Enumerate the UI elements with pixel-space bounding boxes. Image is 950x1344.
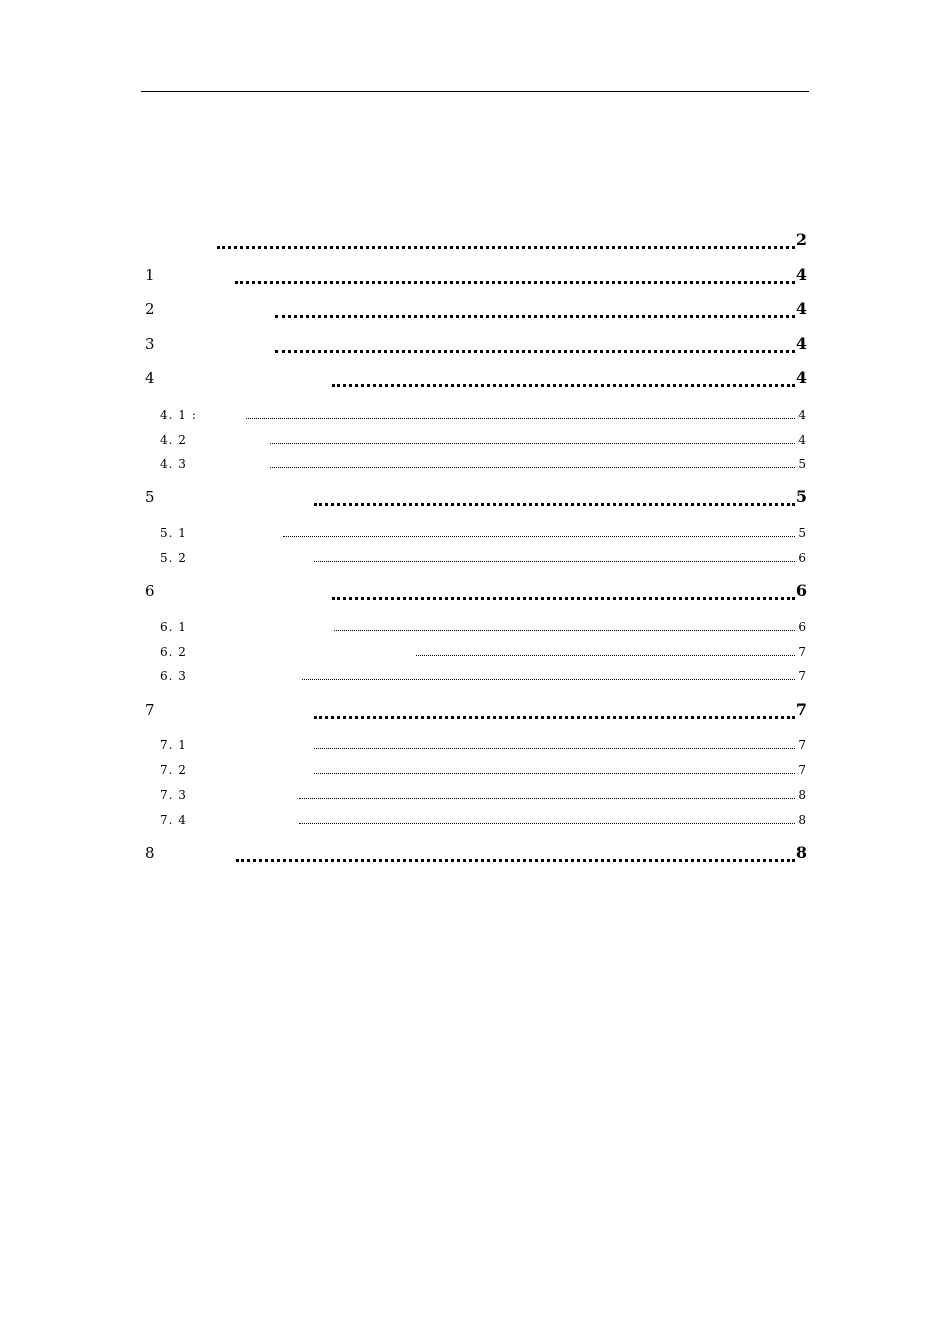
toc-subentry[interactable] [160,550,807,570]
toc-entry-page: 4 [795,299,807,318]
toc-subentry-label: 4. 2 [160,433,187,447]
toc-subentry-page: 4 [798,408,807,422]
toc-subentry-page: 7 [798,669,807,683]
toc-subentry-label: 4. 1 : [160,408,197,422]
toc-subentry[interactable] [160,668,807,688]
toc-subentry-page: 8 [798,788,807,802]
toc-leader-dots [236,859,795,862]
toc-subentry-label: 6. 3 [160,669,187,683]
toc-leader-dots [314,503,795,506]
toc-entry-label: 8 [145,844,155,862]
toc-entry-page: 5 [795,487,807,506]
toc-subentry-label: 5. 1 [160,526,187,540]
toc-subentry-page: 4 [798,433,807,447]
toc-subentry[interactable] [160,644,807,664]
toc-entry-page: 4 [795,334,807,353]
toc-entry-page: 6 [795,581,807,600]
toc-leader-dots [314,773,795,774]
toc-leader-dots [235,281,795,284]
toc-entry[interactable] [145,266,807,286]
toc-entry[interactable] [145,844,807,864]
toc-subentry-page: 6 [798,551,807,565]
toc-subentry[interactable] [160,432,807,452]
toc-entry-page: 2 [795,230,807,249]
toc-entry[interactable] [145,369,807,389]
toc-subentry-label: 7. 2 [160,763,187,777]
toc-leader-dots [299,823,795,824]
toc-leader-dots [246,418,795,419]
toc-entry[interactable] [145,231,807,251]
toc-leader-dots [314,748,795,749]
toc-leader-dots [302,679,795,680]
toc-leader-dots [283,536,795,537]
toc-subentry-label: 4. 3 [160,457,187,471]
toc-entry-label: 4 [145,369,155,387]
toc-leader-dots [334,630,795,631]
toc-subentry-page: 6 [798,620,807,634]
toc-subentry[interactable] [160,812,807,832]
toc-leader-dots [332,384,795,387]
toc-subentry[interactable] [160,456,807,476]
toc-entry[interactable] [145,335,807,355]
header-rule [141,91,809,92]
toc-leader-dots [314,561,795,562]
toc-entry-label: 3 [145,335,155,353]
toc-subentry[interactable] [160,407,807,427]
toc-subentry[interactable] [160,737,807,757]
toc-subentry-label: 7. 3 [160,788,187,802]
toc-subentry-page: 7 [798,763,807,777]
toc-leader-dots [314,716,795,719]
toc-entry[interactable] [145,300,807,320]
toc-subentry-page: 7 [798,645,807,659]
toc-entry-page: 4 [795,265,807,284]
toc-subentry[interactable] [160,787,807,807]
toc-subentry-page: 7 [798,738,807,752]
toc-leader-dots [275,315,795,318]
toc-subentry-page: 8 [798,813,807,827]
toc-entry-page: 4 [795,368,807,387]
toc-subentry-page: 5 [798,457,807,471]
toc-entry-label: 5 [145,488,155,506]
toc-subentry[interactable] [160,762,807,782]
toc-subentry-label: 7. 4 [160,813,187,827]
toc-subentry[interactable] [160,619,807,639]
toc-subentry-page: 5 [798,526,807,540]
toc-entry-label: 6 [145,582,155,600]
toc-entry-page: 8 [795,843,807,862]
toc-entry[interactable] [145,701,807,721]
toc-subentry-label: 7. 1 [160,738,187,752]
toc-subentry-label: 6. 2 [160,645,187,659]
toc-entry-label: 1 [145,266,155,284]
toc-leader-dots [275,350,795,353]
toc-leader-dots [299,798,795,799]
toc-subentry-label: 5. 2 [160,551,187,565]
toc-leader-dots [416,655,795,656]
toc-entry-label: 2 [145,300,155,318]
toc-subentry[interactable] [160,525,807,545]
toc-entry-label: 7 [145,701,155,719]
toc-leader-dots [217,246,795,249]
toc-entry[interactable] [145,488,807,508]
toc-leader-dots [332,597,795,600]
toc-leader-dots [270,467,795,468]
toc-entry[interactable] [145,582,807,602]
toc-entry-page: 7 [795,700,807,719]
toc-leader-dots [270,443,795,444]
toc-subentry-label: 6. 1 [160,620,187,634]
